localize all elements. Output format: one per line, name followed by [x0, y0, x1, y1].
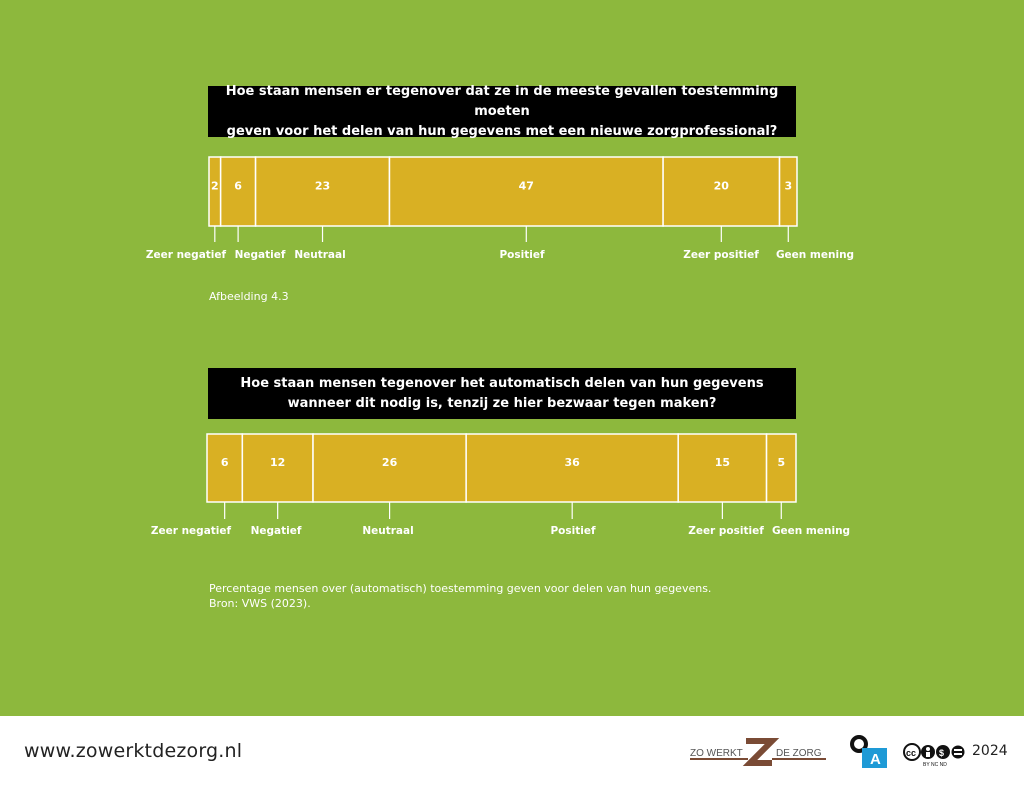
- svg-text:cc: cc: [906, 748, 917, 758]
- year-text: 2024: [972, 743, 1008, 759]
- category-label: Zeer negatief: [145, 249, 227, 261]
- category-label: Neutraal: [362, 525, 414, 537]
- data-label: 26: [381, 456, 398, 469]
- zo-werkt-de-zorg-logo: [688, 737, 828, 769]
- footer: [0, 716, 1024, 785]
- data-label: 12: [270, 456, 286, 469]
- chart1-title-line1: Hoe staan mensen er tegenover dat ze in de meeste gevallen toestemming moeten: [225, 83, 779, 119]
- data-label: 47: [518, 179, 534, 193]
- category-label: Neutraal: [294, 249, 346, 261]
- data-label: 20: [713, 179, 729, 193]
- open-access-logo: [849, 735, 889, 769]
- svg-text:$: $: [939, 748, 945, 758]
- category-label: Negatief: [250, 525, 302, 537]
- data-label: 23: [314, 179, 331, 193]
- data-label: 15: [714, 456, 731, 469]
- data-label: 3: [784, 179, 793, 193]
- category-label: Geen mening: [771, 525, 851, 537]
- chart2-title-line2: wanneer dit nodig is, tenzij ze hier bezwaar tegen maken?: [287, 395, 717, 411]
- category-label: Zeer positief: [688, 525, 764, 537]
- category-label: Zeer negatief: [150, 525, 232, 537]
- data-label: 5: [777, 456, 786, 469]
- cc-license-text: BY NC ND: [923, 762, 947, 767]
- logo-text-right: DE ZORG: [776, 748, 822, 759]
- category-label: Zeer positief: [683, 249, 759, 261]
- category-label: Geen mening: [775, 249, 855, 261]
- chart1-caption-line1: Afbeelding 4.3: [209, 290, 289, 303]
- category-label: Positief: [550, 525, 596, 537]
- chart2-caption: [209, 581, 711, 611]
- logo-text-left: ZO WERKT: [690, 748, 743, 759]
- chart1-title-line2: geven voor het delen van hun gegevens met een nieuwe zorgprofessional?: [226, 123, 778, 139]
- oa-letter: A: [870, 751, 881, 768]
- chart2-caption-line2: Bron: VWS (2023).: [209, 597, 311, 610]
- creative-commons-icon: [903, 743, 965, 767]
- data-label: 6: [234, 179, 242, 193]
- data-label: 36: [564, 456, 580, 469]
- data-label: 2: [210, 179, 219, 193]
- chart2-title-line1: Hoe staan mensen tegenover het automatisch delen van hun gegevens: [240, 375, 764, 391]
- chart2-caption-line1: Percentage mensen over (automatisch) toestemming geven voor delen van hun gegevens.: [209, 582, 712, 595]
- site-url-link[interactable]: www.zowerktdezorg.nl: [24, 740, 243, 762]
- category-label: Negatief: [234, 249, 286, 261]
- category-label: Positief: [499, 249, 545, 261]
- data-label: 6: [220, 456, 229, 469]
